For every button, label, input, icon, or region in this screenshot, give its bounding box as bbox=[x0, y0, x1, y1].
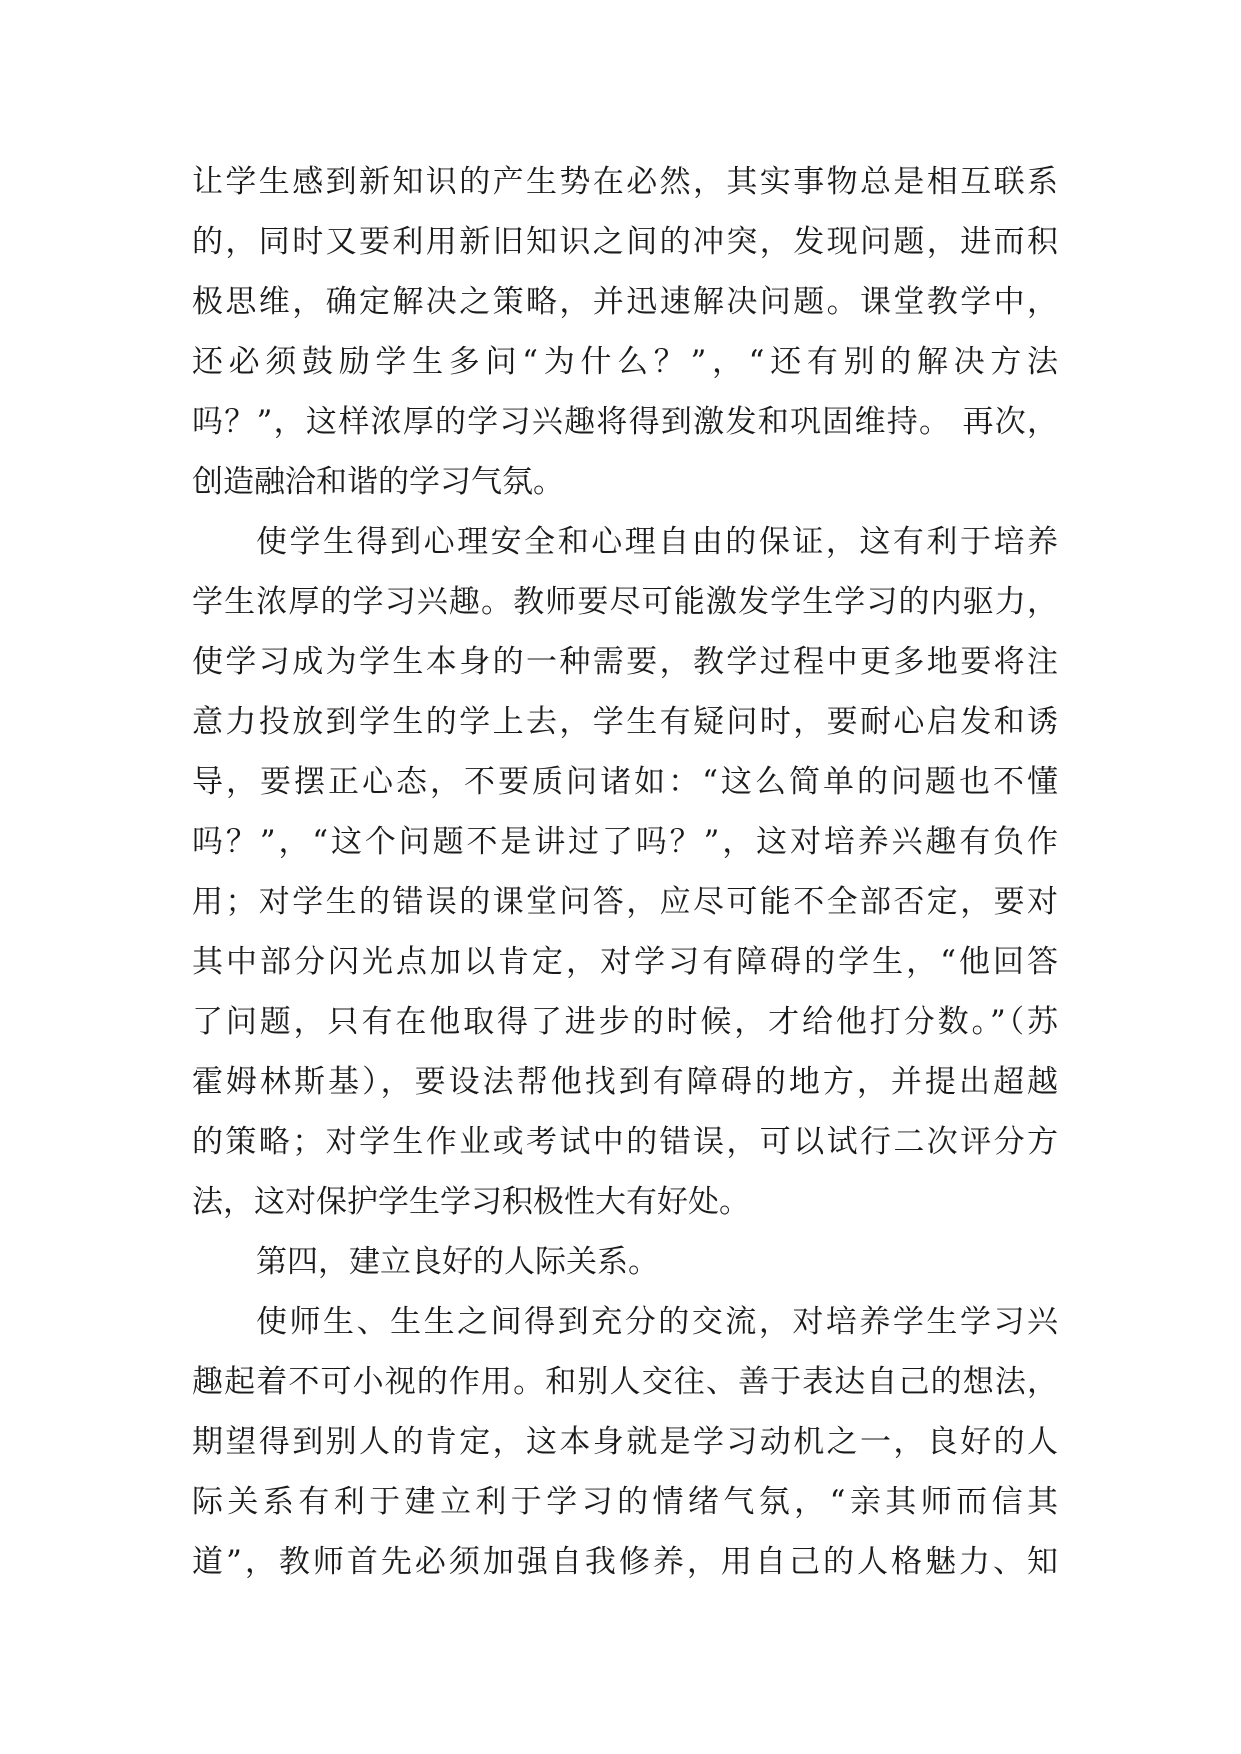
text-line: 法，这对保护学生学习积极性大有好处。 bbox=[192, 1184, 750, 1220]
text-line: 学生浓厚的学习兴趣。教师要尽可能激发学生学习的内驱力， bbox=[192, 584, 1058, 620]
text-line: 的策略；对学生作业或考试中的错误，可以试行二次评分方 bbox=[192, 1124, 1058, 1160]
text-line: 极思维，确定解决之策略，并迅速解决问题。课堂教学中， bbox=[192, 284, 1058, 320]
paragraph-2 bbox=[192, 512, 1058, 1232]
text-line: 使学生得到心理安全和心理自由的保证，这有利于培养 bbox=[256, 524, 1058, 560]
text-line: 际关系有利于建立利于学习的情绪气氛，“亲其师而信其 bbox=[192, 1484, 1058, 1520]
text-line: 让学生感到新知识的产生势在必然，其实事物总是相互联系 bbox=[192, 164, 1058, 200]
text-line: 用；对学生的错误的课堂问答，应尽可能不全部否定，要对 bbox=[192, 884, 1058, 920]
text-line: 使学习成为学生本身的一种需要，教学过程中更多地要将注 bbox=[192, 644, 1058, 680]
text-line: 还必须鼓励学生多问“为什么？”，“还有别的解决方法 bbox=[192, 344, 1058, 380]
text-line: 了问题，只有在他取得了进步的时候，才给他打分数。”（苏 bbox=[192, 1004, 1058, 1040]
text-line: 使师生、生生之间得到充分的交流，对培养学生学习兴 bbox=[256, 1304, 1058, 1340]
text-line: 意力投放到学生的学上去，学生有疑问时，要耐心启发和诱 bbox=[192, 704, 1058, 740]
text-line: 其中部分闪光点加以肯定，对学习有障碍的学生，“他回答 bbox=[192, 944, 1058, 980]
paragraph-4 bbox=[192, 1292, 1058, 1592]
text-line: 的，同时又要利用新旧知识之间的冲突，发现问题，进而积 bbox=[192, 224, 1058, 260]
text-line: 道”，教师首先必须加强自我修养，用自己的人格魅力、知 bbox=[192, 1544, 1058, 1580]
section-heading bbox=[192, 1232, 1058, 1292]
text-line: 霍姆林斯基），要设法帮他找到有障碍的地方，并提出超越 bbox=[192, 1064, 1058, 1100]
text-line: 吗？”，这样浓厚的学习兴趣将得到激发和巩固维持。 再次， bbox=[192, 404, 1058, 440]
text-line: 创造融洽和谐的学习气氛。 bbox=[192, 464, 564, 500]
text-line: 吗？”，“这个问题不是讲过了吗？”，这对培养兴趣有负作 bbox=[192, 824, 1058, 860]
text-line: 导，要摆正心态，不要质问诸如：“这么简单的问题也不懂 bbox=[192, 764, 1058, 800]
heading-line: 第四，建立良好的人际关系。 bbox=[256, 1244, 659, 1280]
document-page bbox=[192, 152, 1058, 1592]
text-line: 趣起着不可小视的作用。和别人交往、善于表达自己的想法， bbox=[192, 1364, 1058, 1400]
paragraph-1 bbox=[192, 152, 1058, 512]
text-line: 期望得到别人的肯定，这本身就是学习动机之一，良好的人 bbox=[192, 1424, 1058, 1460]
